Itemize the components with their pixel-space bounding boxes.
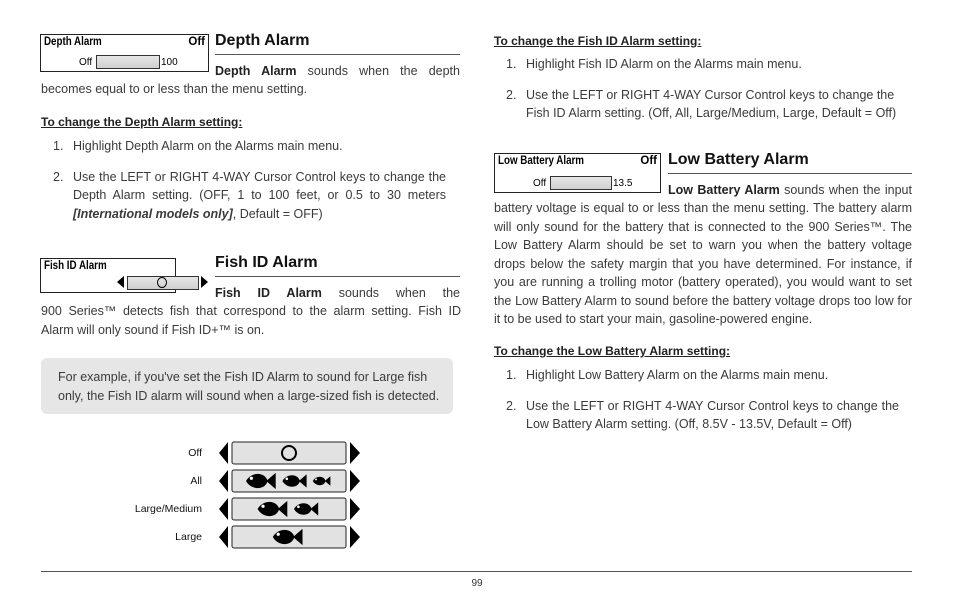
depth-alarm-slider-max: 100: [161, 57, 178, 68]
depth-alarm-menu-graphic: [40, 34, 209, 72]
depth-alarm-heading: Depth Alarm: [215, 32, 310, 49]
low-battery-alarm-menu-title: Low Battery Alarm: [498, 155, 585, 167]
right-arrow-icon: [350, 442, 360, 464]
left-arrow-icon: [219, 442, 228, 464]
fish-id-left-arrow-icon: [117, 276, 124, 288]
list-item: 2. Use the LEFT or RIGHT 4-WAY Cursor Control keys to change the Depth Alarm setting. (OFF, 1 to 100 feet, or 0.5 to 30 meters [International models only], Default = OFF): [53, 169, 446, 221]
fish-eye-icon: [315, 478, 317, 480]
low-battery-alarm-rule: [668, 173, 912, 174]
low-battery-alarm-slider-max: 13.5: [613, 178, 633, 189]
fish-id-option-bar: [217, 440, 362, 466]
right-arrow-icon: [350, 498, 360, 520]
low-battery-alarm-slider: [550, 176, 612, 190]
depth-alarm-subheading: To change the Depth Alarm setting:: [41, 115, 243, 129]
depth-alarm-para-line2: becomes equal to or less than the menu setting.: [41, 82, 308, 96]
low-battery-alarm-steps: [494, 366, 899, 434]
low-battery-alarm-para-line1: [668, 181, 912, 200]
right-arrow-icon: [350, 526, 360, 548]
fish-id-option-label: Large: [175, 531, 202, 543]
option-bar-box: [232, 498, 346, 520]
low-battery-alarm-menu-graphic: [494, 153, 661, 193]
depth-alarm-slider-min: Off: [79, 57, 93, 68]
fish-id-example-note: [41, 358, 453, 414]
fish-id-alarm-para-line1: [215, 284, 460, 303]
fish-id-option-label: Off: [188, 447, 202, 459]
right-arrow-icon: [350, 470, 360, 492]
depth-alarm-menu-title: Depth Alarm: [44, 36, 102, 48]
low-battery-alarm-para-lead: Low Battery Alarm: [668, 183, 780, 197]
fish-id-alarm-rule: [215, 276, 460, 277]
fish-eye-icon: [297, 505, 300, 508]
fish-id-option-bar: [217, 468, 362, 494]
fish-id-alarm-para-rest: sounds when the: [321, 286, 460, 300]
footer-rule: [41, 571, 912, 572]
fish-eye-icon: [285, 477, 288, 480]
low-battery-alarm-para-rest: sounds when the input: [779, 183, 912, 197]
fish-id-options-graphic: [120, 440, 370, 555]
fish-id-setting-steps: [494, 55, 904, 123]
low-battery-alarm-para-line2: battery voltage is equal to or less than the menu setting. The battery alarm will only sound for the battery that is connected to the 900 Series™. The Low Battery Alarm should be set to warn you when the battery voltage drops below the safety margin that you have determined. For instance, if you are running a trolling motor (battery operated), you would want to set the Low Battery Alarm to sound before the battery voltage drops too low for it to be used to start your main, gasoline-powered engine.: [494, 201, 912, 326]
left-arrow-icon: [219, 498, 228, 520]
fish-id-option-row: [120, 524, 370, 550]
list-item: 1. Highlight Depth Alarm on the Alarms main menu.: [53, 139, 343, 153]
fish-id-right-arrow-icon: [201, 276, 208, 288]
depth-alarm-steps: [41, 137, 446, 223]
fish-id-option-row: [120, 496, 370, 522]
fish-id-option-bar: [217, 524, 362, 550]
fish-id-example-note-text: For example, if you've set the Fish ID Alarm to sound for Large fish only, the Fish ID alarm will sound when a large-sized fish is detected.: [58, 370, 440, 403]
low-battery-alarm-menu-value: Off: [640, 155, 657, 167]
list-item: 1. Highlight Fish ID Alarm on the Alarms main menu.: [506, 57, 802, 71]
left-arrow-icon: [219, 526, 228, 548]
fish-eye-icon: [277, 533, 280, 536]
low-battery-alarm-subheading: To change the Low Battery Alarm setting:: [494, 344, 731, 358]
fish-id-setting-subheading: To change the Fish ID Alarm setting:: [494, 34, 702, 48]
fish-id-alarm-heading: Fish ID Alarm: [215, 254, 318, 271]
page-number: 99: [471, 578, 483, 589]
fish-eye-icon: [250, 477, 253, 480]
depth-alarm-slider: [96, 55, 160, 69]
fish-id-option-bar: [217, 496, 362, 522]
depth-alarm-para-line1: [215, 62, 460, 81]
fish-id-option-label: All: [190, 475, 202, 487]
fish-id-alarm-para-line2: 900 Series™ detects fish that correspond to the alarm setting. Fish ID Alarm will only sound if Fish ID+™ is on.: [41, 304, 461, 337]
fish-id-option-row: [120, 440, 370, 466]
depth-alarm-menu-value: Off: [188, 36, 205, 48]
fish-id-option-label: Large/Medium: [134, 503, 202, 515]
depth-alarm-rule: [215, 54, 460, 55]
fish-eye-icon: [261, 505, 264, 508]
fish-id-alarm-menu-graphic: [40, 258, 176, 293]
low-battery-alarm-slider-min: Off: [533, 178, 547, 189]
fish-id-option-row: [120, 468, 370, 494]
fish-id-alarm-menu-title: Fish ID Alarm: [44, 260, 107, 272]
depth-alarm-para-lead: Depth Alarm: [215, 64, 297, 78]
left-arrow-icon: [219, 470, 228, 492]
list-item: 1. Highlight Low Battery Alarm on the Alarms main menu.: [506, 368, 829, 382]
fish-id-alarm-para-lead: Fish ID Alarm: [215, 286, 322, 300]
fish-id-off-circle-icon: [157, 277, 167, 288]
list-item: 2. Use the LEFT or RIGHT 4-WAY Cursor Control keys to change the Low Battery Alarm setting. (Off, 8.5V - 13.5V, Default = Off): [506, 398, 899, 431]
depth-alarm-para-rest: sounds when the depth: [296, 64, 460, 78]
list-item: 2. Use the LEFT or RIGHT 4-WAY Cursor Control keys to change the Fish ID Alarm setting. (Off, All, Large/Medium, Large, Default = Off): [506, 87, 897, 120]
low-battery-alarm-heading: Low Battery Alarm: [668, 151, 809, 168]
